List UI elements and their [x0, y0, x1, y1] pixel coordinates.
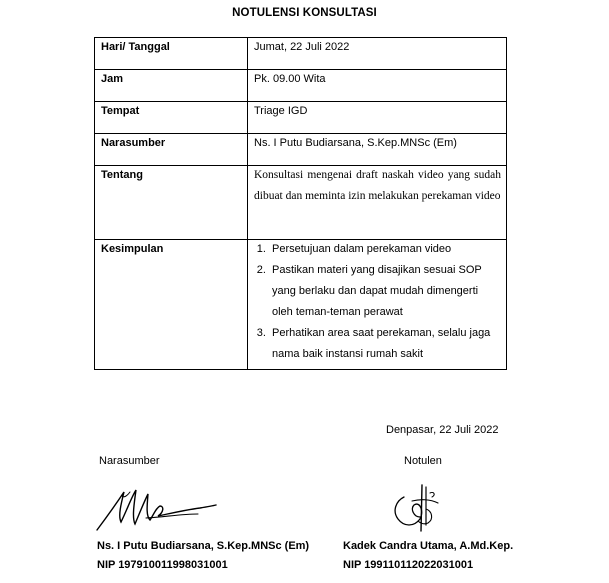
signatory-name-right: Kadek Candra Utama, A.Md.Kep.	[343, 540, 514, 552]
signatory-nip-right: NIP 199110112022031001	[343, 559, 474, 571]
table-row	[95, 134, 507, 166]
signature-right-icon	[390, 481, 450, 536]
place-date: Denpasar, 22 Juli 2022	[386, 424, 499, 436]
list-item: 2. Pastikan materi yang disajikan sesuai SOP yang berlaku dan dapat mudah dimengerti oleh teman-teman perawat	[269, 260, 501, 323]
signatory-name-left: Ns. I Putu Budiarsana, S.Kep.MNSc (Em)	[97, 540, 310, 552]
row-label: Tempat	[95, 102, 248, 134]
document-title: NOTULENSI KONSULTASI	[232, 7, 377, 19]
signatory-nip-left: NIP 197910011998031001	[97, 559, 228, 571]
row-label: Tentang	[95, 166, 248, 240]
signature-right	[390, 481, 450, 541]
list-item: 1. Persetujuan dalam perekaman video	[269, 239, 501, 260]
row-value	[248, 240, 507, 370]
table-row	[95, 102, 507, 134]
row-label: Hari/ Tanggal	[95, 38, 248, 70]
signature-left	[94, 484, 224, 539]
conclusion-list	[254, 239, 501, 365]
table-row	[95, 240, 507, 370]
table-row	[95, 70, 507, 102]
row-value: Jumat, 22 Juli 2022	[248, 38, 507, 70]
row-label: Jam	[95, 70, 248, 102]
signature-left-icon	[94, 484, 224, 534]
minutes-table	[94, 37, 507, 370]
row-value: Triage IGD	[248, 102, 507, 134]
table-row	[95, 38, 507, 70]
row-value: Ns. I Putu Budiarsana, S.Kep.MNSc (Em)	[248, 134, 507, 166]
row-value: Pk. 09.00 Wita	[248, 70, 507, 102]
row-value	[248, 166, 507, 240]
table-row	[95, 166, 507, 240]
topic-text: Konsultasi mengenai draft naskah video yang sudah dibuat dan meminta izin melakukan perekaman video	[254, 169, 501, 202]
row-label: Kesimpulan	[95, 240, 248, 370]
role-right: Notulen	[404, 455, 442, 467]
role-left: Narasumber	[99, 455, 160, 467]
row-label: Narasumber	[95, 134, 248, 166]
list-item: 3. Perhatikan area saat perekaman, selalu jaga nama baik instansi rumah sakit	[269, 323, 501, 365]
